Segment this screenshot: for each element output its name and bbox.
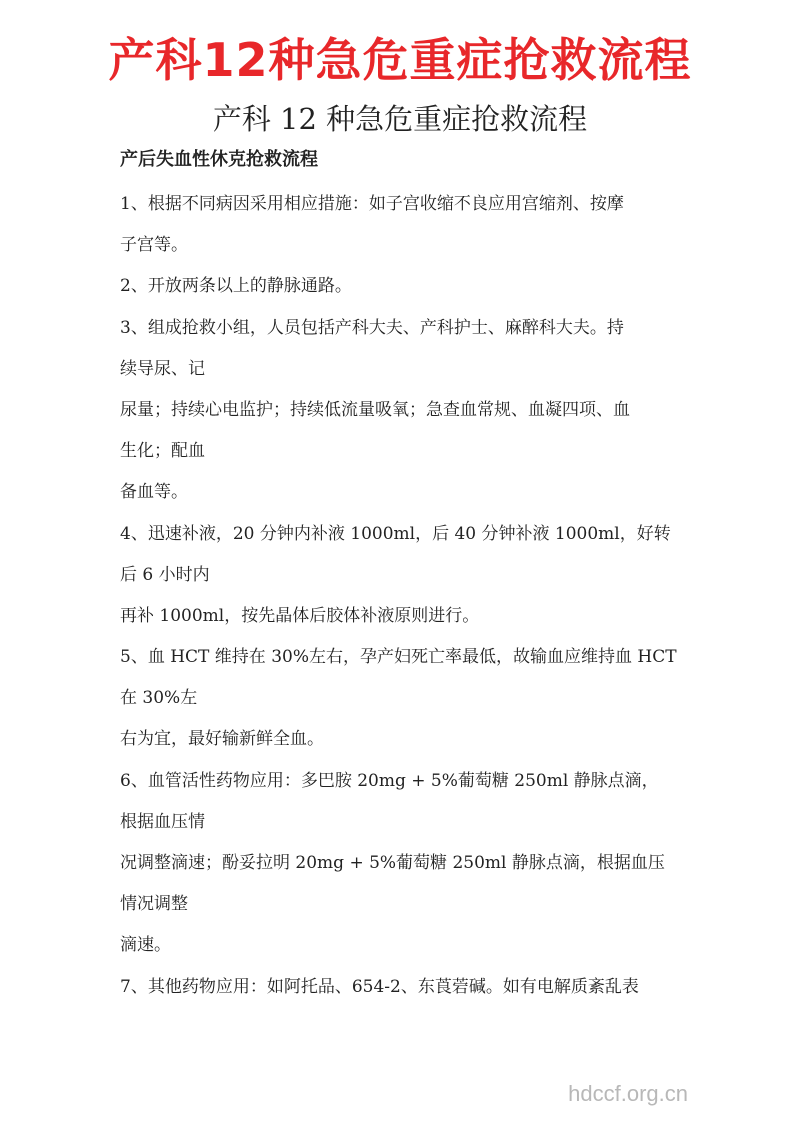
text-line: 7、其他药物应用：如阿托品、654-2、东莨菪碱。如有电解质紊乱表 [120, 976, 639, 997]
text-line: 备血等。 [120, 482, 188, 503]
text-line: 4、迅速补液，20 分钟内补液 1000ml，后 40 分钟补液 1000ml，好转 [120, 523, 671, 544]
text-line: 生化；配血 [120, 441, 205, 462]
text-line: 后 6 小时内 [120, 564, 210, 585]
text-line: 3、组成抢救小组，人员包括产科大夫、产科护士、麻醉科大夫。持 [120, 317, 624, 338]
watermark: hdccf.org.cn [568, 1081, 688, 1106]
text-line: 右为宜，最好输新鲜全血。 [120, 729, 324, 750]
text-line: 续导尿、记 [120, 358, 205, 379]
banner-title: 产科12种急危重症抢救流程 [108, 33, 692, 87]
text-line: 况调整滴速；酚妥拉明 20mg + 5%葡萄糖 250ml 静脉点滴，根据血压 [120, 853, 665, 873]
text-line: 在 30%左 [120, 688, 198, 709]
text-line: 滴速。 [120, 935, 171, 956]
text-line: 1、根据不同病因采用相应措施：如子宫收缩不良应用宫缩剂、按摩 [120, 194, 624, 214]
text-line: 6、血管活性药物应用：多巴胺 20mg + 5%葡萄糖 250ml 静脉点滴， [120, 770, 659, 791]
text-line: 尿量；持续心电监护；持续低流量吸氧；急查血常规、血凝四项、血 [120, 399, 630, 420]
section-heading: 产后失血性休克抢救流程 [120, 149, 318, 170]
text-line: 5、血 HCT 维持在 30%左右，孕产妇死亡率最低，故输血应维持血 HCT [120, 647, 677, 668]
text-line: 2、开放两条以上的静脉通路。 [120, 276, 352, 297]
text-line: 根据血压情 [120, 811, 205, 832]
text-line: 情况调整 [120, 894, 188, 915]
text-line: 子宫等。 [120, 235, 188, 256]
document-title: 产科 12 种急危重症抢救流程 [212, 102, 588, 136]
body-text [120, 184, 690, 1008]
text-line: 再补 1000ml，按先晶体后胶体补液原则进行。 [120, 605, 480, 626]
